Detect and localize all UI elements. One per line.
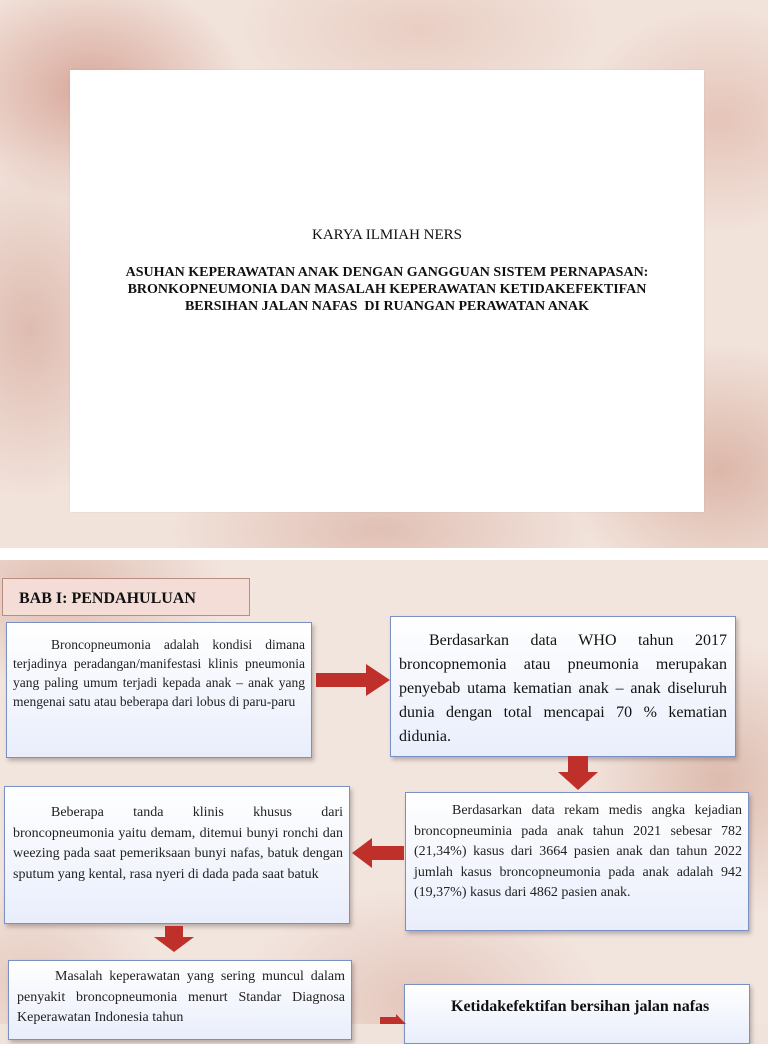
nursing-problem-text: Masalah keperawatan yang sering muncul dalam penyakit broncopneumonia menurt Standar Diagnosa Keperawatan Indonesia tahun: [17, 969, 345, 1025]
clinical-signs-text: Beberapa tanda klinis khusus dari broncopneumonia yaitu demam, ditemui bunyi ronchi dan weezing pada saat pemeriksaan bunyi nafas, batuk dengan sputum yang kental, rasa nyeri di dada pada saat batuk: [13, 805, 343, 882]
who-data-box: [390, 616, 736, 757]
definition-text: Broncopneumonia adalah kondisi dimana terjadinya peradangan/manifestasi klinis pneumonia yang paling umum terjadi kepada anak – anak yang mengenai satu atau beberapa dari lobus di paru-paru: [13, 637, 305, 709]
medical-records-text: Berdasarkan data rekam medis angka kejadian broncopneuminia pada anak tahun 2021 sebesar 782 (21,34%) kasus dari 3664 pasien anak dan tahun 2022 jumlah kasus broncopneumonia pada anak adalah 942 (19,37%) kasus dari 4862 pasien anak.: [414, 803, 742, 900]
nursing-problem-box: [8, 960, 352, 1040]
document-subtitle: [90, 264, 684, 315]
ineffective-airway-text: Ketidakefektifan bersihan jalan nafas: [451, 998, 710, 1015]
who-data-text: Berdasarkan data WHO tahun 2017 broncopnemonia atau pneumonia merupakan penyebab utama kematian anak – anak diseluruh dunia dengan total mencapai 70 % kematian didunia.: [399, 632, 727, 745]
arrow-left-icon: [352, 838, 404, 868]
medical-records-box: [405, 792, 749, 931]
document-heading: KARYA ILMIAH NERS: [311, 227, 462, 243]
title-card: [70, 70, 704, 512]
clinical-signs-box: [4, 786, 350, 924]
subtitle-line-2: BRONKOPNEUMONIA DAN MASALAH KEPERAWATAN KETIDAKEFEKTIFAN: [127, 282, 647, 297]
chapter-label: BAB I: PENDAHULUAN: [2, 578, 250, 616]
arrow-down-icon: [154, 926, 194, 952]
subtitle-line-3: BERSIHAN JALAN NAFAS DI RUANGAN PERAWATAN ANAK: [184, 299, 590, 314]
definition-box: [6, 622, 312, 758]
subtitle-line-1: ASUHAN KEPERAWATAN ANAK DENGAN GANGGUAN SISTEM PERNAPASAN:: [125, 265, 649, 280]
arrow-right-icon: [316, 664, 390, 696]
arrow-right-icon: [380, 1014, 406, 1024]
arrow-down-icon: [558, 756, 598, 790]
ineffective-airway-box: [404, 984, 750, 1044]
slide-separator: [0, 548, 768, 560]
